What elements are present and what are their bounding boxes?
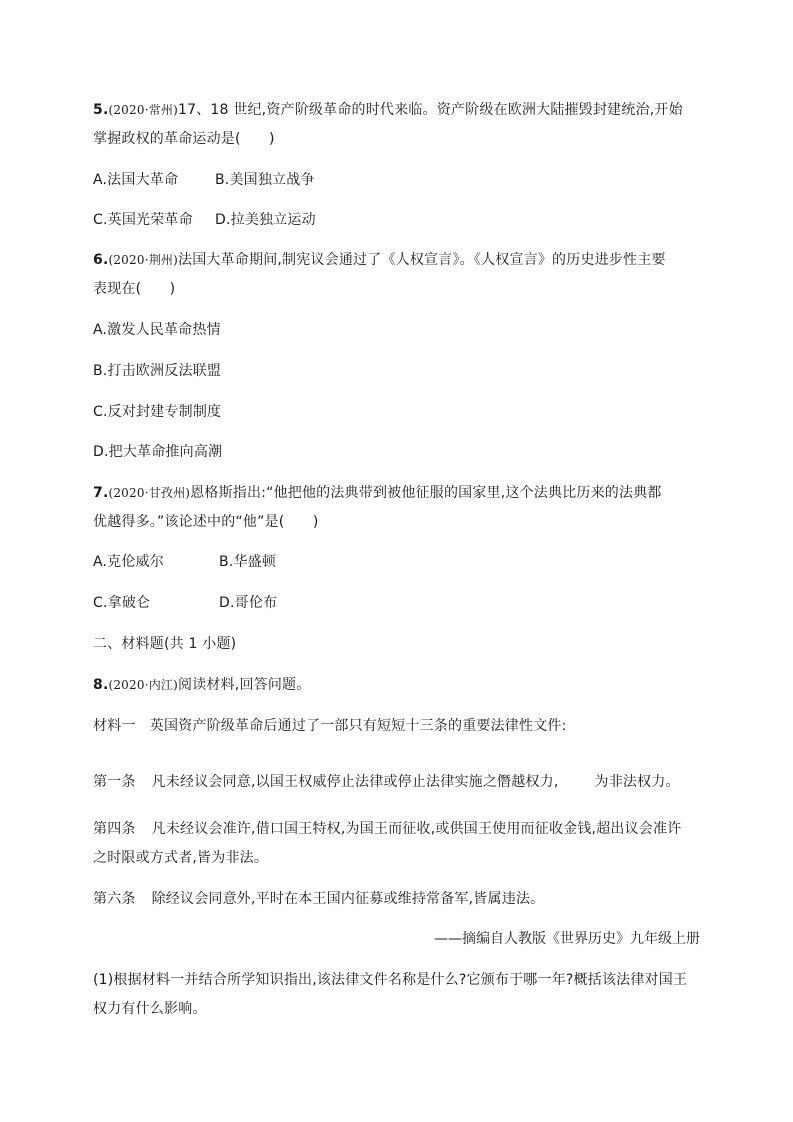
q8-article6-text: 除经议会同意外,平时在本王国内征募或维持常备军,皆属违法。: [151, 891, 545, 907]
q5-options-row1: [93, 171, 315, 189]
q7-option-d[interactable]: D.哥伦布: [219, 595, 278, 611]
q8-article4-line2: 之时限或方式者,皆为非法。: [93, 850, 269, 866]
q5-option-a[interactable]: A.法国大革命: [93, 172, 179, 188]
q8-article6: [93, 890, 544, 908]
q8-article4-line1: [93, 820, 681, 838]
q8-article1: [93, 773, 680, 791]
q5-stem-line1: [93, 101, 683, 119]
q5-source: (2020·常州): [108, 103, 178, 117]
q7-options-row1: [93, 553, 276, 571]
q7-stem-line2: 优越得多。”该论述中的“他”是( ): [93, 514, 319, 530]
q6-option-a[interactable]: A.激发人民革命热情: [93, 322, 221, 338]
q5-stem-line2: 掌握政权的革命运动是( ): [93, 131, 275, 147]
q7-option-a[interactable]: A.克伦威尔: [93, 554, 164, 570]
q8-sub1-line2: 权力有什么影响。: [93, 1001, 207, 1017]
q5-option-b[interactable]: B.美国独立战争: [215, 172, 315, 188]
q5-stem-text1: 17、18 世纪,资产阶级革命的时代来临。资产阶级在欧洲大陆摧毁封建统治,开始: [178, 102, 683, 118]
q5-option-d[interactable]: D.拉美独立运动: [215, 212, 316, 228]
q7-option-c[interactable]: C.拿破仑: [93, 595, 151, 611]
q7-options-row2: [93, 594, 277, 612]
q7-option-b[interactable]: B.华盛顿: [219, 554, 277, 570]
q6-option-d[interactable]: D.把大革命推向高潮: [93, 444, 223, 460]
q8-sub1-line1: (1)根据材料一并结合所学知识指出,该法律文件名称是什么?它颁布于哪一年?概括该法律对国王: [93, 972, 688, 988]
q8-source: (2020·内江): [108, 678, 178, 692]
q7-source: (2020·甘孜州): [108, 486, 191, 500]
q6-option-c[interactable]: C.反对封建专制制度: [93, 404, 222, 420]
q8-article1-text: 凡未经议会同意,以国王权威停止法律或停止法律实施之僭越权力,: [151, 774, 559, 790]
q8-article6-label: 第六条: [93, 891, 136, 907]
q8-article1-end: 为非法权力。: [594, 774, 680, 790]
q8-number: 8.: [93, 677, 109, 693]
q8-material1: 材料一 英国资产阶级革命后通过了一部只有短短十三条的重要法律性文件:: [93, 718, 567, 734]
q7-stem-text1: 恩格斯指出:“他把他的法典带到被他征服的国家里,这个法典比历来的法典都: [190, 485, 662, 501]
q7-stem-line1: [93, 484, 662, 502]
q5-option-c[interactable]: C.英国光荣革命: [93, 212, 193, 228]
q8-stem: [93, 676, 310, 694]
q8-article1-label: 第一条: [93, 774, 136, 790]
q8-article4-text1: 凡未经议会准许,借口国王特权,为国王而征收,或供国王使用而征收金钱,超出议会准许: [151, 821, 682, 837]
q5-options-row2: [93, 211, 316, 229]
q8-citation: ——摘编自人教版《世界历史》九年级上册: [434, 931, 700, 947]
q6-stem-text1: 法国大革命期间,制宪议会通过了《人权宣言》。《人权宣言》的历史进步性主要: [178, 252, 666, 268]
q6-option-b[interactable]: B.打击欧洲反法联盟: [93, 363, 222, 379]
q6-source: (2020·荆州): [108, 253, 178, 267]
section2-title: 二、材料题(共 1 小题): [93, 636, 237, 652]
q8-intro: 阅读材料,回答问题。: [178, 677, 311, 693]
q7-number: 7.: [93, 485, 109, 501]
q5-number: 5.: [93, 102, 109, 118]
q6-stem-line2: 表现在( ): [93, 281, 176, 297]
q8-article4-label: 第四条: [93, 821, 136, 837]
q6-number: 6.: [93, 252, 109, 268]
q6-stem-line1: [93, 251, 666, 269]
